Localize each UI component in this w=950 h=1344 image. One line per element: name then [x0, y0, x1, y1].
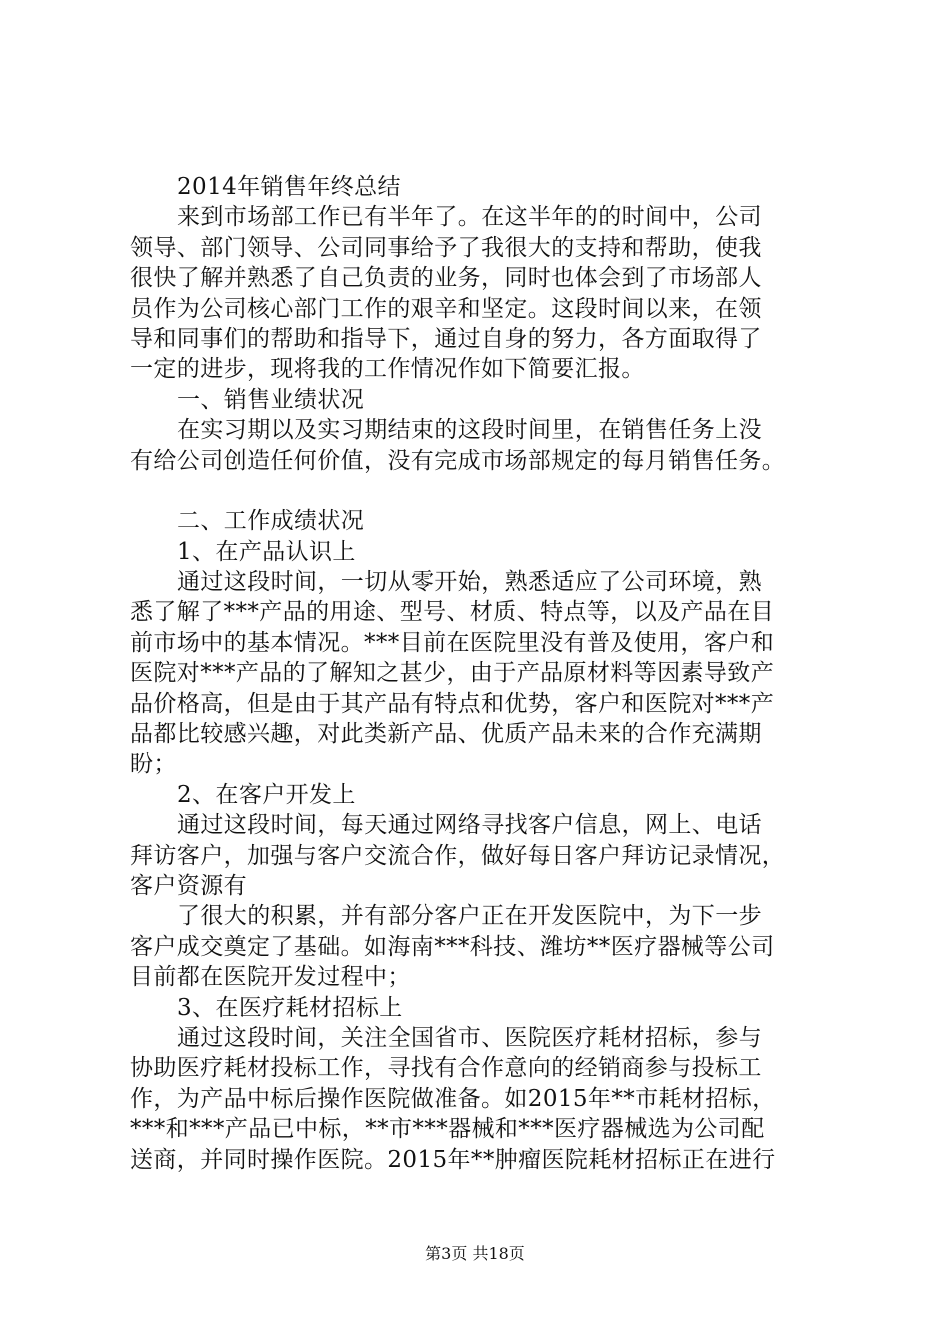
subheading-clients: 2、在客户开发上 — [177, 781, 356, 808]
product-line-7: 盼； — [130, 751, 177, 778]
intro-line-5: 导和同事们的帮助和指导下，通过自身的努力，各方面取得了 — [130, 325, 762, 352]
tender-line-2: 协助医疗耗材投标工作，寻找有合作意向的经销商参与投标工 — [130, 1055, 762, 1082]
section-heading-work: 二、工作成绩状况 — [177, 508, 365, 535]
product-line-2: 悉了解了***产品的用途、型号、材质、特点等，以及产品在目 — [130, 599, 775, 626]
paragraph-gap — [130, 476, 830, 506]
page-footer: 第3页 共18页 — [425, 1244, 525, 1263]
product-line-5: 品价格高，但是由于其产品有特点和优势，客户和医院对***产 — [130, 690, 775, 717]
clients-b-line-2: 客户成交奠定了基础。如海南***科技、潍坊**医疗器械等公司 — [130, 933, 775, 960]
section-heading-sales: 一、销售业绩状况 — [177, 386, 365, 413]
sales-line-1: 在实习期以及实习期结束的这段时间里，在销售任务上没 — [177, 417, 762, 444]
intro-line-3: 很快了解并熟悉了自己负责的业务，同时也体会到了市场部人 — [130, 265, 762, 292]
intro-line-2: 领导、部门领导、公司同事给予了我很大的支持和帮助，使我 — [130, 234, 762, 261]
product-line-6: 品都比较感兴趣，对此类新产品、优质产品未来的合作充满期 — [130, 721, 762, 748]
subheading-product: 1、在产品认识上 — [177, 538, 356, 565]
intro-line-4: 员作为公司核心部门工作的艰辛和坚定。这段时间以来，在领 — [130, 295, 762, 322]
tender-line-5: 送商，并同时操作医院。2015年**肿瘤医院耗材招标正在进行 — [130, 1146, 776, 1173]
tender-line-4: ***和***产品已中标，**市***器械和***医疗器械选为公司配 — [130, 1116, 765, 1143]
subheading-tender: 3、在医疗耗材招标上 — [177, 994, 403, 1021]
clients-a-line-2: 拜访客户，加强与客户交流合作，做好每日客户拜访记录情况， — [130, 842, 786, 869]
intro-line-1: 来到市场部工作已有半年了。在这半年的的时间中，公司 — [177, 204, 762, 231]
clients-b-line-1: 了很大的积累，并有部分客户正在开发医院中，为下一步 — [177, 903, 762, 930]
document-title: 2014年销售年终总结 — [177, 174, 401, 200]
clients-b-line-3: 目前都在医院开发过程中； — [130, 964, 411, 991]
tender-line-1: 通过这段时间，关注全国省市、医院医疗耗材招标，参与 — [177, 1024, 762, 1051]
document-body — [130, 172, 830, 1175]
clients-a-line-3: 客户资源有 — [130, 872, 247, 899]
intro-line-6: 一定的进步，现将我的工作情况作如下简要汇报。 — [130, 356, 645, 383]
product-line-4: 医院对***产品的了解知之甚少，由于产品原材料等因素导致产 — [130, 660, 775, 687]
product-line-1: 通过这段时间，一切从零开始，熟悉适应了公司环境，熟 — [177, 569, 762, 596]
tender-line-3: 作，为产品中标后操作医院做准备。如2015年**市耗材招标， — [130, 1085, 776, 1112]
clients-a-line-1: 通过这段时间，每天通过网络寻找客户信息，网上、电话 — [177, 812, 762, 839]
sales-line-2: 有给公司创造任何价值，没有完成市场部规定的每月销售任务。 — [130, 447, 786, 474]
product-line-3: 前市场中的基本情况。***目前在医院里没有普及使用，客户和 — [130, 629, 775, 656]
